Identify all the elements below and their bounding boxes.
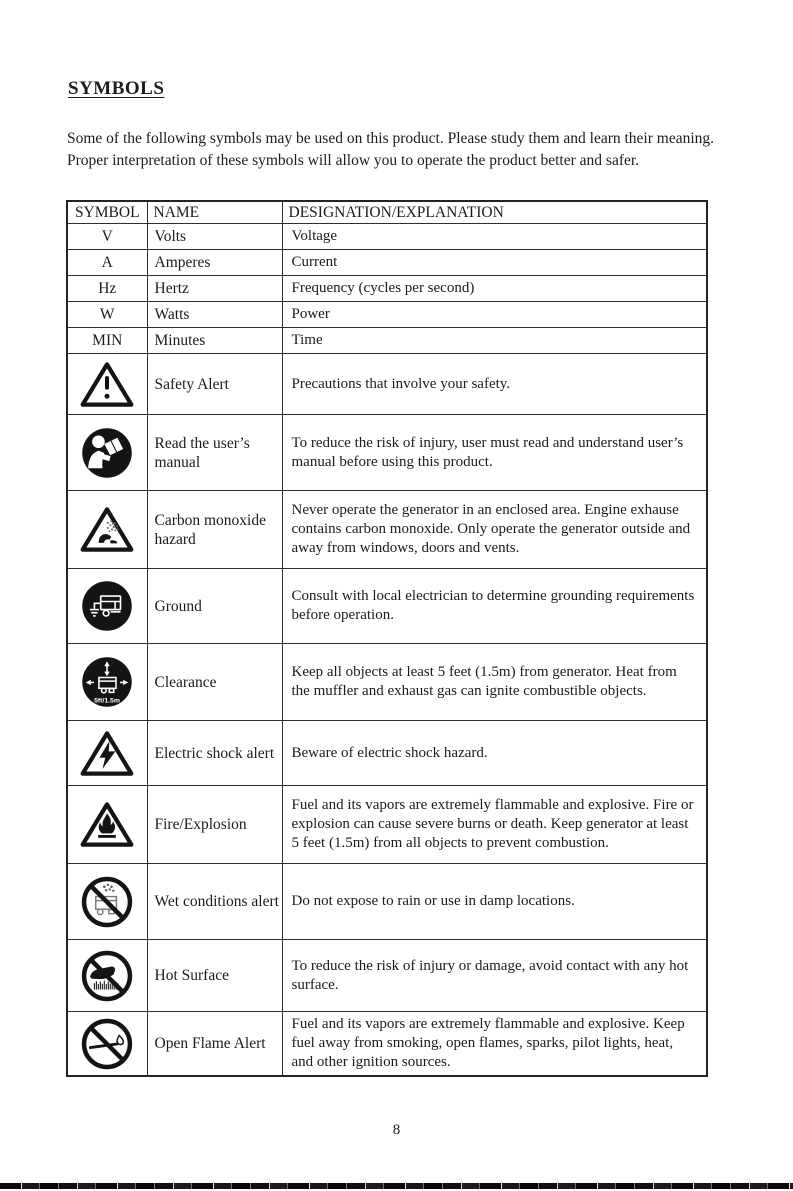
clearance-icon <box>80 655 134 709</box>
symbol-cell: W <box>67 302 147 328</box>
page-number: 8 <box>392 1122 401 1138</box>
explanation-cell: To reduce the risk of injury or damage, avoid contact with any hot surface. <box>282 940 707 1012</box>
explanation-cell: Power <box>282 302 707 328</box>
name-cell: Clearance <box>147 644 282 721</box>
table-row <box>67 250 707 276</box>
symbol-cell <box>67 1012 147 1077</box>
explanation-cell: Current <box>282 250 707 276</box>
carbon-monoxide-hazard-icon <box>80 506 134 553</box>
explanation-cell: Precautions that involve your safety. <box>282 354 707 415</box>
table-row <box>67 276 707 302</box>
name-cell: Ground <box>147 569 282 644</box>
hot-surface-icon <box>80 949 134 1003</box>
safety-alert-icon <box>80 361 134 408</box>
symbol-cell: MIN <box>67 328 147 354</box>
open-flame-alert-icon <box>80 1017 134 1071</box>
symbol-cell <box>67 415 147 491</box>
table-row <box>67 415 707 491</box>
name-cell: Electric shock alert <box>147 721 282 786</box>
name-cell: Safety Alert <box>147 354 282 415</box>
clearance-icon-label: 5ft/1.5m <box>94 697 121 705</box>
explanation-cell: Frequency (cycles per second) <box>282 276 707 302</box>
name-cell: Hertz <box>147 276 282 302</box>
explanation-cell: Do not expose to rain or use in damp locations. <box>282 864 707 940</box>
ground-icon <box>80 579 134 633</box>
symbol-cell <box>67 940 147 1012</box>
name-cell: Open Flame Alert <box>147 1012 282 1077</box>
column-header-name: NAME <box>147 201 282 224</box>
table-row <box>67 302 707 328</box>
symbol-cell: V <box>67 224 147 250</box>
symbol-cell <box>67 354 147 415</box>
read-manual-icon <box>80 426 134 480</box>
name-cell: Minutes <box>147 328 282 354</box>
table-row <box>67 569 707 644</box>
wet-conditions-alert-icon <box>80 875 134 929</box>
name-cell: Watts <box>147 302 282 328</box>
electric-shock-alert-icon <box>80 730 134 777</box>
table-row <box>67 224 707 250</box>
explanation-cell: Beware of electric shock hazard. <box>282 721 707 786</box>
table-row <box>67 940 707 1012</box>
symbol-cell <box>67 864 147 940</box>
explanation-cell: Fuel and its vapors are extremely flammable and explosive. Fire or explosion can cause severe burns or death. Keep generator at least 5 feet (1.5m) from all objects to prevent combustion. <box>282 786 707 864</box>
name-cell: Hot Surface <box>147 940 282 1012</box>
name-cell: Volts <box>147 224 282 250</box>
table-row <box>67 644 707 721</box>
table-row <box>67 721 707 786</box>
page-title: SYMBOLS <box>68 78 165 99</box>
table-row <box>67 786 707 864</box>
table-row <box>67 864 707 940</box>
column-header-designation: DESIGNATION/EXPLANATION <box>282 201 707 224</box>
symbol-cell <box>67 786 147 864</box>
symbol-cell <box>67 721 147 786</box>
name-cell: Fire/Explosion <box>147 786 282 864</box>
scan-artifact-band <box>0 1183 793 1189</box>
explanation-cell: Fuel and its vapors are extremely flammable and explosive. Keep fuel away from smoking, open flames, sparks, pilot lights, heat, and other ignition sources. <box>282 1012 707 1077</box>
table-row <box>67 1012 707 1077</box>
table-row <box>67 328 707 354</box>
symbol-cell <box>67 644 147 721</box>
symbols-table <box>66 200 708 1077</box>
explanation-cell: To reduce the risk of injury, user must read and understand user’s manual before using this product. <box>282 415 707 491</box>
explanation-cell: Consult with local electrician to determine grounding requirements before operation. <box>282 569 707 644</box>
name-cell: Read the user’s manual <box>147 415 282 491</box>
symbol-cell <box>67 569 147 644</box>
name-cell: Wet conditions alert <box>147 864 282 940</box>
explanation-cell: Voltage <box>282 224 707 250</box>
explanation-cell: Keep all objects at least 5 feet (1.5m) from generator. Heat from the muffler and exhaust gas can ignite combustible objects. <box>282 644 707 721</box>
table-row <box>67 354 707 415</box>
column-header-symbol: SYMBOL <box>67 201 147 224</box>
explanation-cell: Never operate the generator in an enclosed area. Engine exhause contains carbon monoxide. Only operate the generator outside and away from windows, doors and vents. <box>282 491 707 569</box>
explanation-cell: Time <box>282 328 707 354</box>
symbol-cell: Hz <box>67 276 147 302</box>
intro-line-1: Some of the following symbols may be used on this product. Please study them and learn their meaning. <box>67 130 715 147</box>
table-header-row <box>67 201 707 224</box>
fire-explosion-icon <box>80 801 134 848</box>
name-cell: Amperes <box>147 250 282 276</box>
symbol-cell: A <box>67 250 147 276</box>
intro-line-2: Proper interpretation of these symbols will allow you to operate the product better and safer. <box>67 151 640 169</box>
symbol-cell <box>67 491 147 569</box>
table-row <box>67 491 707 569</box>
name-cell: Carbon monoxide hazard <box>147 491 282 569</box>
intro-paragraph <box>67 128 743 171</box>
